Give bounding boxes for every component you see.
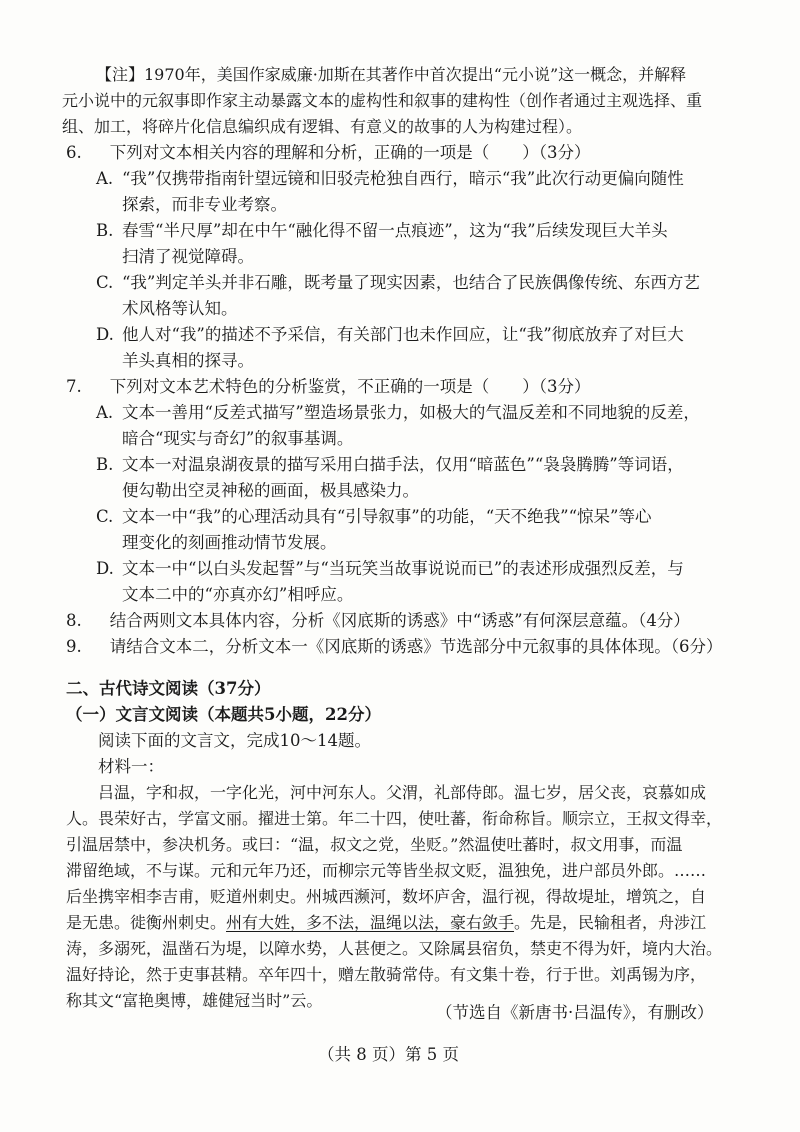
q7-option-d-cont: 文本二中的“亦真亦幻”相呼应。: [122, 585, 354, 604]
q6-option-a-cont: 探索，而非专业考察。: [122, 195, 287, 214]
passage-line-4: 滞留绝域，不与谋。元和元年乃还，而柳宗元等皆坐叔文贬，温独免，进户部员外郎。……: [66, 861, 707, 880]
option-text: “我”判定羊头并非石雕，既考量了现实因素，也结合了民族偶像传统、东西方艺: [122, 273, 700, 292]
passage-line-2: 人。畏荣好古，学富文丽。擢进士第。年二十四，使吐蕃，衔命称旨。顺宗立，王叔文得幸，: [66, 809, 723, 828]
option-text: 文本一中“以白头发起誓”与“当玩笑当故事说说而已”的表述形成强烈反差，与: [122, 559, 684, 578]
passage-line-1: 吕温，字和叔，一字化光，河中河东人。父渭，礼部侍郎。温七岁，居父丧，哀慕如成: [98, 783, 707, 802]
passage-line-6: [66, 910, 706, 936]
passage-line-9: 称其文“富艳奥博，雄健冠当时”云。: [66, 991, 323, 1010]
reading-instruction: 阅读下面的文言文，完成10～14题。: [98, 731, 371, 750]
q7-option-c-cont: 理变化的刻画推动情节发展。: [122, 533, 337, 552]
q6-option-b-cont: 扫清了视觉障碍。: [122, 247, 254, 266]
question-text: 结合两则文本具体内容，分析《冈底斯的诱惑》中“诱惑”有何深层意蕴。（4分）: [109, 611, 690, 630]
q7-option-a: [96, 400, 700, 426]
option-label: B.: [96, 455, 114, 474]
option-text: 文本一善用“反差式描写”塑造场景张力，如极大的气温反差和不同地貌的反差，: [122, 403, 700, 422]
option-label: D.: [96, 559, 114, 578]
question-number: 7.: [66, 377, 82, 396]
question-7: [66, 374, 591, 400]
q6-option-d: [96, 322, 684, 348]
page-footer: （共 8 页）第 5 页: [318, 1045, 459, 1064]
passage-line-8: 温好持论，然于吏事甚精。卒年四十，赠左散骑常侍。有文集十卷，行于世。刘禹锡为序，: [66, 965, 707, 984]
passage-source: （节选自《新唐书·吕温传》，有删改）: [436, 1003, 714, 1022]
material-label: 材料一：: [98, 757, 164, 776]
option-text: 文本一中“我”的心理活动具有“引导叙事”的功能，“天不绝我”“惊呆”等心: [122, 507, 652, 526]
question-stem: 下列对文本相关内容的理解和分析，正确的一项是（ ）（3分）: [109, 143, 591, 162]
q7-option-c: [96, 504, 651, 530]
passage-line-3: 引温居禁中，参决机务。或曰：“温，叔文之党，坐贬。”然温使吐蕃时，叔文用事，而温: [66, 835, 683, 854]
question-9: [66, 634, 723, 660]
q7-option-a-cont: 暗合“现实与奇幻”的叙事基调。: [122, 429, 354, 448]
option-label: B.: [96, 221, 114, 240]
section-title: 二、古代诗文阅读（37分）: [66, 679, 271, 698]
question-stem: 下列对文本艺术特色的分析鉴赏，不正确的一项是（ ）（3分）: [109, 377, 591, 396]
option-label: C.: [96, 507, 114, 526]
q6-option-c: [96, 270, 700, 296]
question-text: 请结合文本二，分析文本一《冈底斯的诱惑》节选部分中元叙事的具体体现。（6分）: [109, 637, 723, 656]
subsection-title: （一）文言文阅读（本题共5小题，22分）: [66, 705, 381, 724]
option-text: “我”仅携带指南针望远镜和旧驳壳枪独自西行，暗示“我”此次行动更偏向随性: [122, 169, 684, 188]
option-label: D.: [96, 325, 114, 344]
q7-option-b-cont: 便勾勒出空灵神秘的画面，极具感染力。: [122, 481, 419, 500]
question-number: 8.: [66, 611, 82, 630]
note-line-1: 【注】1970年，美国作家威廉·加斯在其著作中首次提出“元小说”这一概念，并解释: [96, 65, 687, 84]
passage-line-7: 涛，多溺死，温凿石为堤，以障水势，人甚便之。又除属县宿负，禁吏不得为奸，境内大治。: [66, 939, 723, 958]
option-label: A.: [96, 169, 114, 188]
question-8: [66, 608, 690, 634]
question-6: [66, 140, 591, 166]
option-text: 春雪“半尺厚”却在中午“融化得不留一点痕迹”，这为“我”后续发现巨大羊头: [122, 221, 668, 240]
q7-option-b: [96, 452, 684, 478]
q6-option-b: [96, 218, 668, 244]
question-number: 6.: [66, 143, 82, 162]
note-line-2: 元小说中的元叙事即作家主动暴露文本的虚构性和叙事的建构性（创作者通过主观选择、重: [62, 91, 703, 110]
q6-option-d-cont: 羊头真相的探寻。: [122, 351, 254, 370]
option-label: C.: [96, 273, 114, 292]
passage-text: 是无患。徙衡州刺史。: [66, 913, 227, 932]
note-line-3: 组、加工，将碎片化信息编织成有逻辑、有意义的故事的人为构建过程）。: [62, 117, 583, 136]
q6-option-a: [96, 166, 684, 192]
question-number: 9.: [66, 637, 82, 656]
option-label: A.: [96, 403, 114, 422]
q7-option-d: [96, 556, 684, 582]
q6-option-c-cont: 术风格等认知。: [122, 299, 238, 318]
passage-text: 。先是，民输租者，舟涉江: [514, 913, 707, 932]
underlined-sentence: 州有大姓，多不法，温绳以法，豪右敛手: [226, 913, 515, 932]
passage-line-5: 后坐携宰相李吉甫，贬道州刺史。州城西濒河，数坏庐舍，温行视，得故堤址，增筑之，自: [66, 887, 707, 906]
option-text: 文本一对温泉湖夜景的描写采用白描手法，仅用“暗蓝色”“袅袅腾腾”等词语，: [122, 455, 684, 474]
option-text: 他人对“我”的描述不予采信，有关部门也未作回应，让“我”彻底放弃了对巨大: [122, 325, 684, 344]
